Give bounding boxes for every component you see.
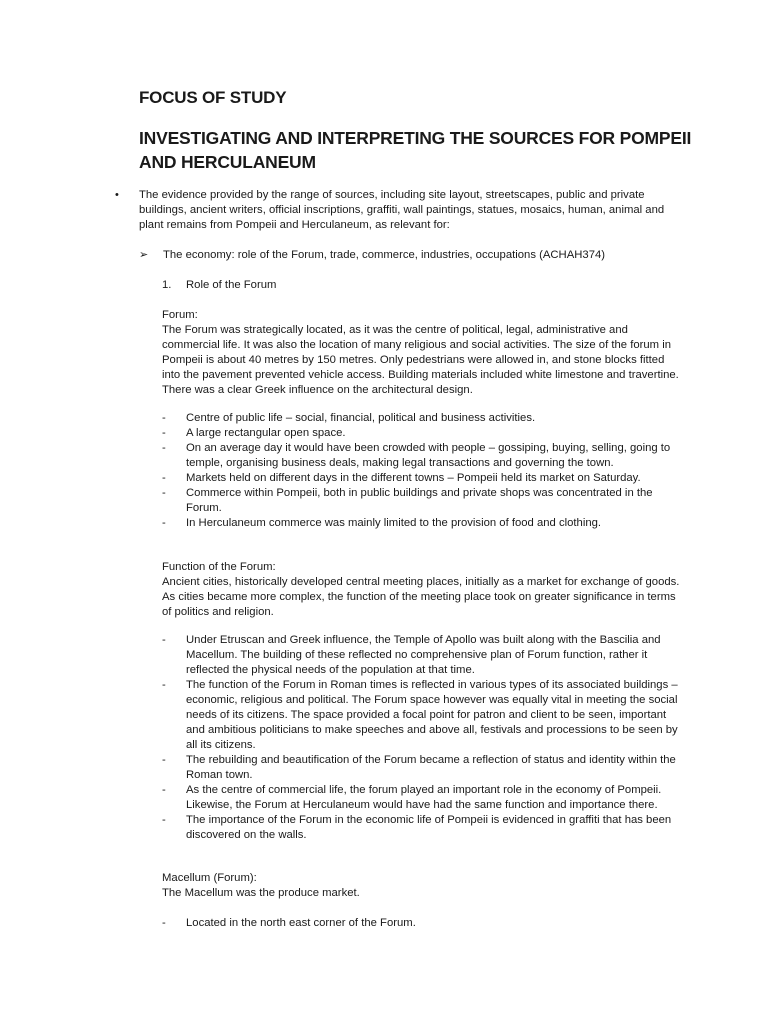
dash-marker: - xyxy=(162,427,166,439)
list-item xyxy=(162,441,682,471)
dash-marker: - xyxy=(162,917,166,929)
list-item-text: Commerce within Pompeii, both in public buildings and private shops was concentrated in the Forum. xyxy=(186,487,653,514)
dash-marker: - xyxy=(162,487,166,499)
list-item-text: On an average day it would have been crowded with people – gossiping, buying, selling, going to temple, organising business deals, making legal transactions and governing the town. xyxy=(186,442,671,469)
bullet-marker: • xyxy=(115,189,119,201)
dash-marker: - xyxy=(162,442,166,454)
list-item xyxy=(162,916,682,931)
forum-paragraph: The Forum was strategically located, as it was the centre of political, legal, administrative and commercial life. It was also the location of many religious and social activities. The size of the forum in Pompeii is about 40 metres by 150 metres. Only pedestrians were allowed in, and stone blocks fitted into the pavement prevented vehicle access. Building materials included white limestone and travertine. There was a clear Greek influence on the architectural design. xyxy=(162,324,679,396)
list-item-text: A large rectangular open space. xyxy=(186,427,346,439)
list-item xyxy=(162,486,682,516)
forum-points xyxy=(162,411,682,531)
list-item xyxy=(162,633,682,678)
dash-marker: - xyxy=(162,784,166,796)
macellum-section xyxy=(162,871,682,901)
arrow-bullet-icon: ➢ xyxy=(139,249,149,261)
dash-marker: - xyxy=(162,412,166,424)
list-item xyxy=(162,411,682,426)
dash-marker: - xyxy=(162,472,166,484)
main-heading: INVESTIGATING AND INTERPRETING THE SOURCES FOR POMPEII AND HERCULANEUM xyxy=(139,128,692,172)
list-item-text: The importance of the Forum in the economic life of Pompeii is evidenced in graffiti that has been discovered on the walls. xyxy=(186,814,672,841)
dash-marker: - xyxy=(162,679,166,691)
dash-marker: - xyxy=(162,634,166,646)
list-item-text: In Herculaneum commerce was mainly limited to the provision of food and clothing. xyxy=(186,517,602,529)
function-heading: Function of the Forum: xyxy=(162,561,276,573)
list-item-text: Markets held on different days in the different towns – Pompeii held its market on Saturday. xyxy=(186,472,641,484)
dash-marker: - xyxy=(162,814,166,826)
dash-marker: - xyxy=(162,517,166,529)
list-item xyxy=(162,471,682,486)
list-item xyxy=(162,813,682,843)
dash-marker: - xyxy=(162,754,166,766)
numbered-item xyxy=(162,278,276,293)
list-item xyxy=(162,753,682,783)
function-paragraph: Ancient cities, historically developed central meeting places, initially as a market for exchange of goods. As cities became more complex, the function of the meeting place took on greater significance in terms of politics and religion. xyxy=(162,576,680,618)
list-item-text: Located in the north east corner of the Forum. xyxy=(186,917,416,929)
macellum-points xyxy=(162,916,682,931)
arrow-text: The economy: role of the Forum, trade, commerce, industries, occupations (ACHAH374) xyxy=(163,249,606,261)
focus-title: FOCUS OF STUDY xyxy=(139,88,287,107)
list-item-text: Under Etruscan and Greek influence, the Temple of Apollo was built along with the Bascilia and Macellum. The building of these reflected no comprehensive plan of Forum function, rather it reflected the physical needs of the population at that time. xyxy=(186,634,661,676)
macellum-paragraph: The Macellum was the produce market. xyxy=(162,887,360,899)
list-item-text: Centre of public life – social, financial, political and business activities. xyxy=(186,412,536,424)
forum-section xyxy=(162,308,682,398)
list-item-text: The function of the Forum in Roman times is reflected in various types of its associated buildings – economic, religious and political. The Forum space however was equally vital in meeting the social needs of its citizens. The space provided a focal point for patron and client to be seen, important and ambitious politicians to make speeches and above all, festivals and processions to be seen by all its citizens. xyxy=(186,679,678,751)
list-item xyxy=(162,678,682,753)
macellum-heading: Macellum (Forum): xyxy=(162,872,257,884)
list-item-text: The rebuilding and beautification of the Forum became a reflection of status and identity within the Roman town. xyxy=(186,754,676,781)
list-item xyxy=(162,516,682,531)
list-item-text: As the centre of commercial life, the forum played an important role in the economy of Pompeii. Likewise, the Forum at Herculaneum would have had the same function and importance there. xyxy=(186,784,662,811)
forum-heading: Forum: xyxy=(162,309,198,321)
list-item xyxy=(162,783,682,813)
numbered-item-text: Role of the Forum xyxy=(186,279,277,291)
numbered-item-number: 1. xyxy=(162,279,172,291)
function-points xyxy=(162,633,682,843)
function-section xyxy=(162,560,682,620)
bullet-text: The evidence provided by the range of sources, including site layout, streetscapes, public and private buildings, ancient writers, official inscriptions, graffiti, wall paintings, statues, mosaics, human, animal and plant remains from Pompeii and Herculaneum, as relevant for: xyxy=(139,189,665,231)
list-item xyxy=(162,426,682,441)
